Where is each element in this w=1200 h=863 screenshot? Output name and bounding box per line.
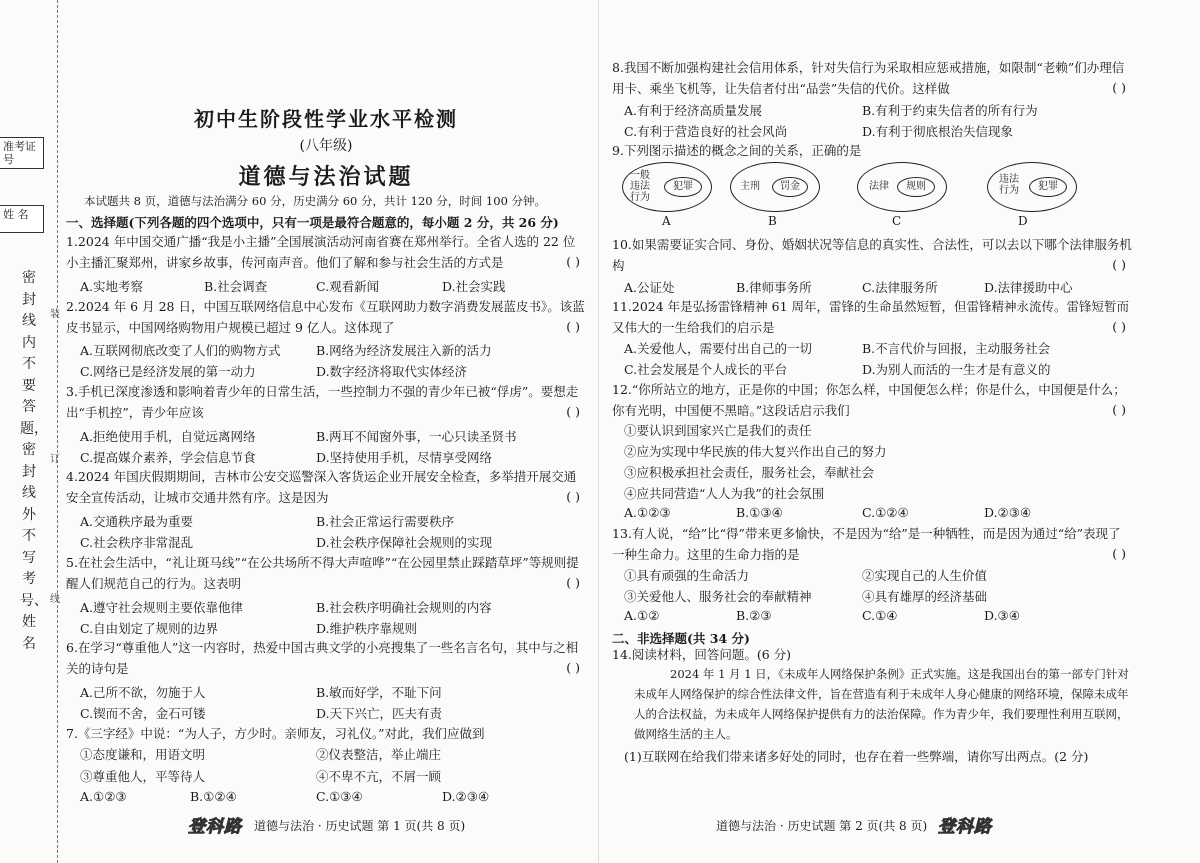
- venn-diagram-a: [622, 162, 722, 214]
- exam-id-label: 准考证号: [0, 137, 44, 169]
- page-2: [612, 0, 1142, 863]
- brand-logo: 登科路: [938, 817, 992, 837]
- question-stem: 4.2024 年国庆假期期间，吉林市公安交巡警深入客货运企业开展安全检查，多举措开展交通安全宣传活动，让城市交通井然有序。这是因为: [66, 469, 577, 505]
- answer-paren[interactable]: ( ): [566, 404, 580, 419]
- question-3: [66, 382, 586, 423]
- section-1-heading: 一、选择题(下列各题的四个选项中，只有一项是最符合题意的，每小题 2 分，共 26 分): [66, 215, 559, 230]
- option-d: D.有利于彻底根治失信现象: [862, 124, 1014, 139]
- question-stem: 12.“你所站立的地方，正是你的中国；你怎么样，中国便怎么样；你是什么，中国便是什么；你有光明，中国便不黑暗。”这段话启示我们: [612, 382, 1126, 418]
- option-b: B.②③: [736, 608, 772, 623]
- page-fold: [598, 0, 599, 863]
- option-c: C.自由划定了规则的边界: [80, 621, 219, 636]
- venn-diagram-d: [987, 162, 1087, 214]
- option-d: D.③④: [984, 608, 1020, 623]
- option-d: D.坚持使用手机，尽情享受网络: [316, 450, 493, 465]
- seal-line-notice: 密封线内不要答题，密封线外不写考号、姓名: [20, 270, 48, 652]
- question-stem: 3.手机已深度渗透和影响着青少年的日常生活，一些控制力不强的青少年已被“俘虏”。要想走出“手机控”，青少年应该: [66, 384, 579, 420]
- option-a: A.①②③: [80, 789, 127, 804]
- answer-paren[interactable]: ( ): [1112, 80, 1126, 95]
- option-d: D.②③④: [984, 505, 1032, 520]
- statement-1: ①具有顽强的生命活力: [624, 568, 750, 583]
- outer-label: 一般违法行为: [630, 170, 650, 203]
- answer-paren[interactable]: ( ): [1112, 402, 1126, 417]
- venn-diagram-c: [857, 162, 957, 214]
- diagram-letter: A: [662, 214, 671, 228]
- answer-paren[interactable]: ( ): [566, 575, 580, 590]
- statement-2: ②仪表整洁，举止端庄: [316, 747, 442, 762]
- outer-label: 违法行为: [999, 174, 1019, 196]
- question-stem: 11.2024 年是弘扬雷锋精神 61 周年，雷锋的生命虽然短暂，但雷锋精神永流传。雷锋短暂而又伟大的一生给我们的启示是: [612, 299, 1130, 335]
- name-label: 姓 名: [0, 205, 44, 233]
- option-b: B.①③④: [736, 505, 783, 520]
- statement-1: ①要认识到国家兴亡是我们的责任: [624, 423, 812, 438]
- subject-title: 道德与法治试题: [238, 164, 414, 190]
- answer-paren[interactable]: ( ): [1112, 546, 1126, 561]
- statement-4: ④具有雄厚的经济基础: [862, 589, 988, 604]
- section-2-heading: 二、非选择题(共 34 分): [612, 631, 750, 646]
- question-10: [612, 235, 1132, 276]
- option-b: B.社会调查: [204, 279, 268, 294]
- option-a: A.公证处: [624, 280, 675, 295]
- option-b: B.网络为经济发展注入新的活力: [316, 343, 492, 358]
- page-footer: 道德与法治 · 历史试题 第 2 页(共 8 页): [716, 819, 928, 833]
- binding-strip: [0, 0, 58, 863]
- option-a: A.关爱他人，需要付出自己的一切: [624, 341, 813, 356]
- question-9: [612, 141, 1132, 162]
- question-5: [66, 553, 586, 594]
- option-a: A.实地考察: [80, 279, 144, 294]
- statement-2: ②实现自己的人生价值: [862, 568, 988, 583]
- option-a: A.交通秩序最为重要: [80, 514, 194, 529]
- option-c: C.提高媒介素养，学会信息节食: [80, 450, 256, 465]
- sub-question-1: (1)互联网在给我们带来诸多好处的同时，也存在着一些弊端，请你写出两点。(2 分): [624, 749, 1089, 764]
- option-d: D.②③④: [442, 789, 490, 804]
- statement-3: ③关爱他人、服务社会的奉献精神: [624, 589, 812, 604]
- option-a: A.拒绝使用手机，自觉远离网络: [80, 429, 256, 444]
- question-11: [612, 297, 1132, 338]
- option-c: C.观看新闻: [316, 279, 380, 294]
- answer-paren[interactable]: ( ): [566, 319, 580, 334]
- option-c: C.锲而不舍，金石可镂: [80, 706, 206, 721]
- inner-ellipse: 犯罪: [664, 177, 702, 197]
- reading-material: 2024 年 1 月 1 日，《未成年人网络保护条例》正式实施。这是我国出台的第一部专门针对未成年人网络保护的综合性法律文件，旨在营造有利于未成年人身心健康的网络环境，保障未成年人的合法权益，为未成年人网络保护提供有力的法治保障。作为青少年，我们要理性利用互联网，做网络生活的主人。: [634, 667, 1129, 741]
- question-13: [612, 524, 1132, 565]
- option-c: C.社会发展是个人成长的平台: [624, 362, 788, 377]
- page-1: [62, 0, 590, 863]
- diagram-letter: B: [768, 214, 777, 228]
- option-a: A.己所不欲，勿施于人: [80, 685, 206, 700]
- diagram-letter: C: [892, 214, 902, 228]
- inner-ellipse: 规则: [897, 177, 935, 197]
- option-b: B.敏而好学，不耻下问: [316, 685, 442, 700]
- question-stem: 14.阅读材料，回答问题。(6 分): [612, 647, 792, 662]
- option-c: C.网络已是经济发展的第一动力: [80, 364, 256, 379]
- strip-char: 订: [50, 454, 60, 465]
- statement-1: ①态度谦和，用语文明: [80, 747, 206, 762]
- venn-diagram-b: [730, 162, 830, 214]
- exam-title: 初中生阶段性学业水平检测: [194, 107, 458, 131]
- diagram-letter: D: [1018, 214, 1028, 228]
- option-a: A.有利于经济高质量发展: [624, 103, 763, 118]
- option-a: A.①②③: [624, 505, 671, 520]
- option-b: B.不言代价与回报，主动服务社会: [862, 341, 1051, 356]
- answer-paren[interactable]: ( ): [1112, 257, 1126, 272]
- page-footer: 道德与法治 · 历史试题 第 1 页(共 8 页): [254, 819, 466, 833]
- option-c: C.①②④: [862, 505, 909, 520]
- option-b: B.两耳不闻窗外事，一心只读圣贤书: [316, 429, 517, 444]
- question-stem: 6.在学习“尊重他人”这一内容时，热爱中国古典文学的小亮搜集了一些名言名句，其中与之相关的诗句是: [66, 640, 579, 676]
- question-stem: 1.2024 年中国交通广播“我是小主播”全国展演活动河南省赛在郑州举行。全省人选的 22 位小主播汇聚郑州，讲家乡故事，传河南声音。他们了解和参与社会生活的方式是: [66, 234, 576, 270]
- option-a: A.遵守社会规则主要依靠他律: [80, 600, 244, 615]
- option-b: B.①②④: [190, 789, 237, 804]
- option-d: D.天下兴亡，匹夫有责: [316, 706, 443, 721]
- exam-intro: 本试题共 8 页，道德与法治满分 60 分，历史满分 60 分，共计 120 分，时间 100 分钟。: [84, 194, 547, 208]
- question-stem: 9.下列图示描述的概念之间的关系，正确的是: [612, 143, 862, 158]
- option-c: C.社会秩序非常混乱: [80, 535, 194, 550]
- option-c: C.①④: [862, 608, 898, 623]
- strip-char: 装: [50, 309, 60, 320]
- question-8: [612, 58, 1132, 99]
- strip-char: 线: [50, 594, 60, 605]
- outer-label: 法律: [869, 181, 889, 192]
- question-2: [66, 297, 586, 338]
- option-c: C.法律服务所: [862, 280, 938, 295]
- question-6: [66, 638, 586, 679]
- question-stem: 8.我国不断加强构建社会信用体系，针对失信行为采取相应惩戒措施，如限制“老赖”们办理信用卡、乘坐飞机等，让失信者付出“品尝”失信的代价。这样做: [612, 60, 1125, 96]
- answer-paren[interactable]: ( ): [566, 489, 580, 504]
- question-stem: 2.2024 年 6 月 28 日，中国互联网络信息中心发布《互联网助力数字消费发展蓝皮书》。该蓝皮书显示，中国网络购物用户规模已超过 9 亿人。这体现了: [66, 299, 585, 335]
- option-d: D.维护秩序靠规则: [316, 621, 418, 636]
- option-b: B.律师事务所: [736, 280, 812, 295]
- option-a: A.互联网彻底改变了人们的购物方式: [80, 343, 281, 358]
- option-b: B.社会秩序明确社会规则的内容: [316, 600, 492, 615]
- option-c: C.①③④: [316, 789, 363, 804]
- option-d: D.法律援助中心: [984, 280, 1073, 295]
- question-stem: 7.《三字经》中说：“为人子，方少时。亲师友，习礼仪。”对此，我们应做到: [66, 726, 485, 741]
- option-d: D.社会实践: [442, 279, 506, 294]
- question-4: [66, 467, 586, 508]
- statement-4: ④不卑不亢，不屑一顾: [316, 769, 442, 784]
- option-b: B.社会正常运行需要秩序: [316, 514, 455, 529]
- question-stem: 10.如果需要证实合同、身份、婚姻状况等信息的真实性、合法性，可以去以下哪个法律服务机构: [612, 237, 1132, 273]
- statement-2: ②应为实现中华民族的伟大复兴作出自己的努力: [624, 444, 887, 459]
- option-b: B.有利于约束失信者的所有行为: [862, 103, 1038, 118]
- option-d: D.社会秩序保障社会规则的实现: [316, 535, 493, 550]
- inner-ellipse: 犯罪: [1029, 177, 1067, 197]
- brand-logo: 登科路: [188, 817, 242, 837]
- answer-paren[interactable]: ( ): [566, 254, 580, 269]
- option-a: A.①②: [624, 608, 660, 623]
- statement-3: ③尊重他人，平等待人: [80, 769, 206, 784]
- answer-paren[interactable]: ( ): [1112, 319, 1126, 334]
- statement-3: ③应积极承担社会责任，服务社会，奉献社会: [624, 465, 875, 480]
- outer-label: 主刑: [740, 181, 760, 192]
- question-stem: 5.在社会生活中，“礼让斑马线”“在公共场所不得大声喧哗”“在公园里禁止踩踏草坪”等规则提醒人们规范自己的行为。这表明: [66, 555, 579, 591]
- statement-4: ④应共同营造“人人为我”的社会氛围: [624, 486, 825, 501]
- option-d: D.为别人而活的一生才是有意义的: [862, 362, 1051, 377]
- inner-ellipse: 罚金: [772, 177, 808, 197]
- question-stem: 13.有人说，“给”比“得”带来更多愉快，不是因为“给”是一种牺牲，而是因为通过“给”表现了一种生命力。这里的生命力指的是: [612, 526, 1121, 562]
- question-14: [612, 645, 1132, 666]
- question-12: [612, 380, 1132, 421]
- grade-label: (八年级): [299, 138, 353, 154]
- question-7: [66, 724, 586, 745]
- option-c: C.有利于营造良好的社会风尚: [624, 124, 788, 139]
- question-1: [66, 232, 586, 273]
- answer-paren[interactable]: ( ): [566, 660, 580, 675]
- option-d: D.数字经济将取代实体经济: [316, 364, 468, 379]
